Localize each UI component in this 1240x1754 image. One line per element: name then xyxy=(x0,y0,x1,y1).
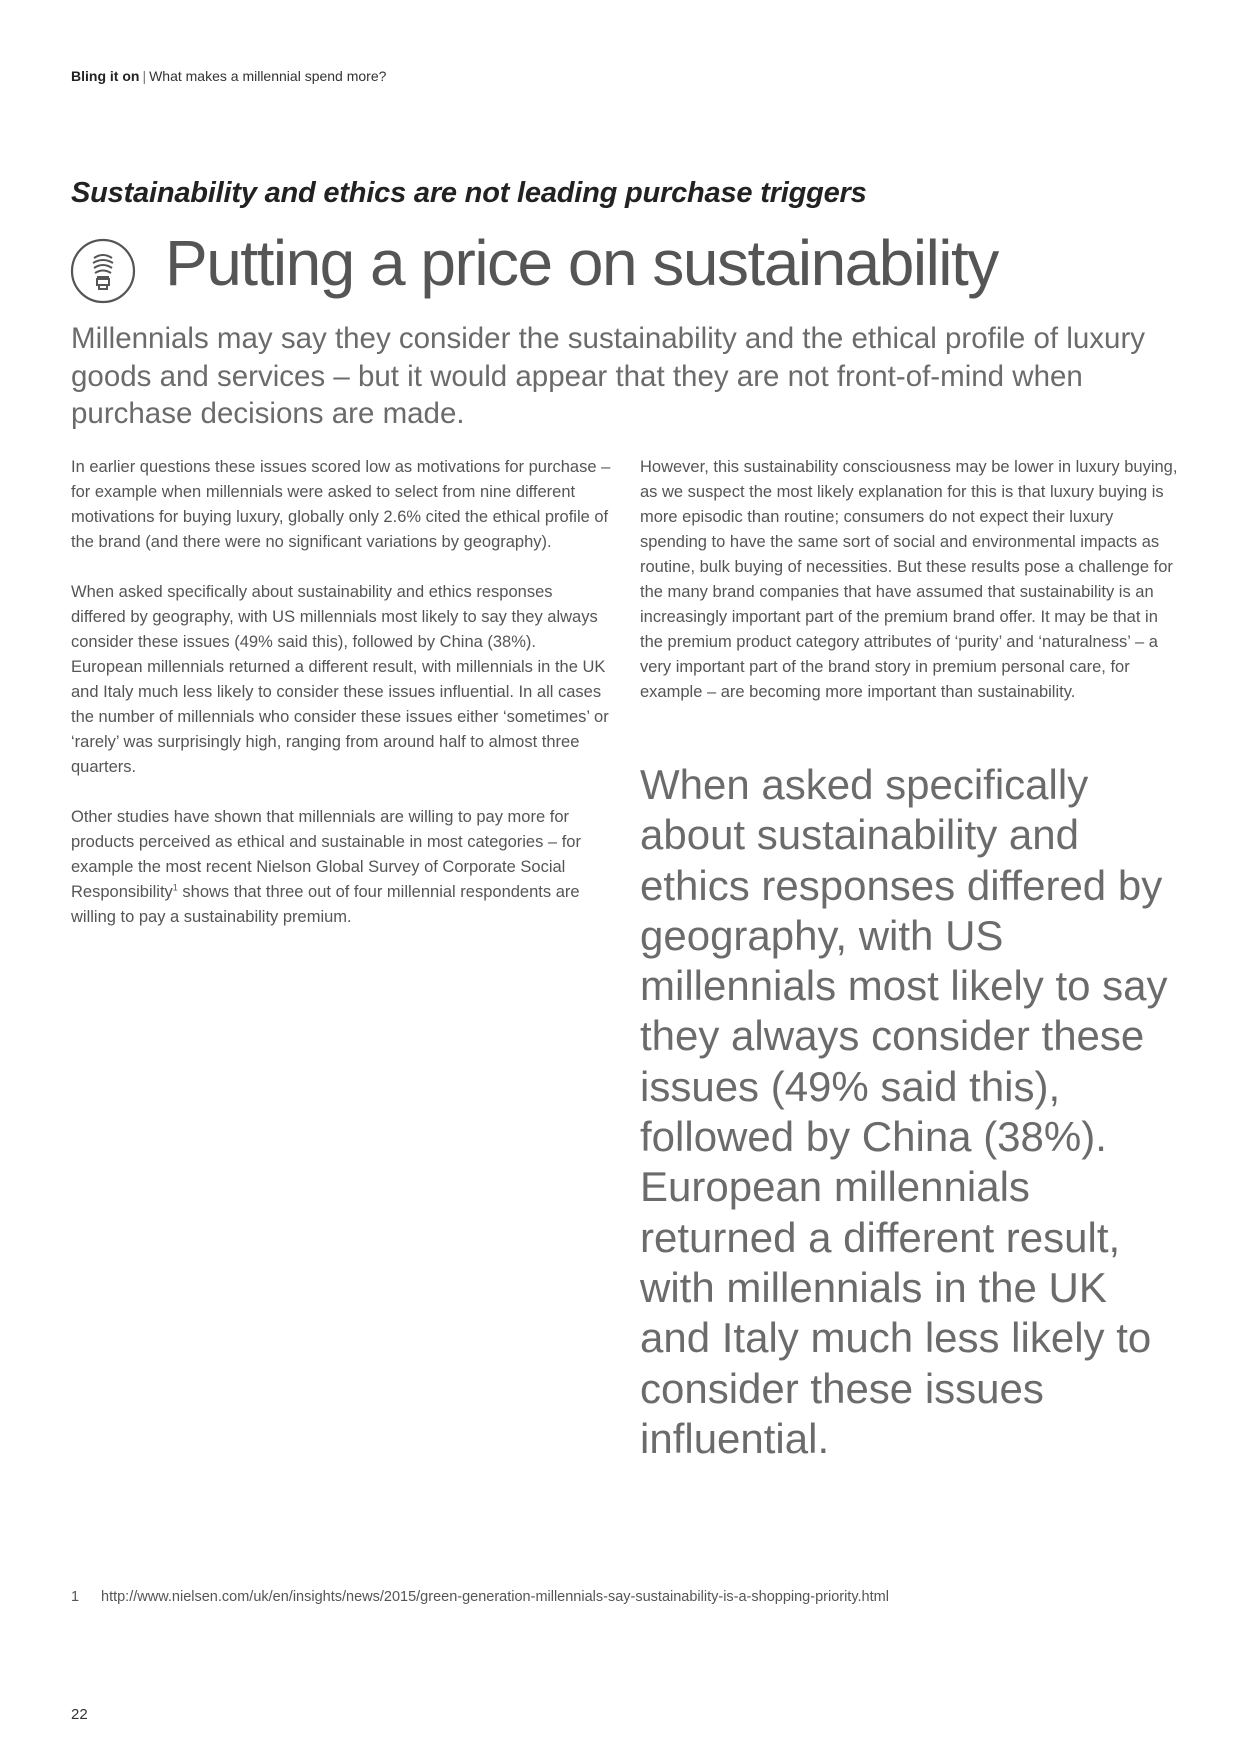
footnote-number: 1 xyxy=(71,1589,80,1605)
lightbulb-icon xyxy=(70,238,136,304)
pull-quote: When asked specifically about sustainability and ethics responses differed by geography, with US millennials most likely to say they always consider these issues (49% said this), followed by China (38%). European millennials returned a different result, with millennials in the UK and Italy much less likely to consider these issues influential. xyxy=(640,761,1168,1462)
footnote-reference: 1 xyxy=(172,882,178,893)
header-separator: | xyxy=(142,68,147,84)
running-header xyxy=(71,68,386,84)
left-column xyxy=(71,455,611,955)
publication-name: Bling it on xyxy=(71,68,140,84)
body-paragraph xyxy=(71,805,611,930)
body-paragraph: When asked specifically about sustainability and ethics responses differed by geography, with US millennials most likely to say they always consider these issues (49% said this), followed by China (38%). European millennials returned a different result, with millennials in the UK and Italy much less likely to consider these issues influential. In all cases the number of millennials who consider these issues either ‘sometimes’ or ‘rarely’ was surprisingly high, ranging from around half to almost three quarters. xyxy=(71,583,609,776)
section-kicker: Sustainability and ethics are not leading purchase triggers xyxy=(71,177,867,209)
body-paragraph: In earlier questions these issues scored low as motivations for purchase – for example when millennials were asked to select from nine different motivations for buying luxury, globally only 2.6% cited the ethical profile of the brand (and there were no significant variations by geography). xyxy=(71,458,611,551)
standfirst: Millennials may say they consider the sustainability and the ethical profile of luxury goods and services – but it would appear that they are not front-of-mind when purchase decisions are made. xyxy=(71,322,1146,430)
body-paragraph: However, this sustainability consciousness may be lower in luxury buying, as we suspect the most likely explanation for this is that luxury buying is more episodic than routine; consumers do not expect their luxury spending to have the same sort of social and environmental impacts as routine, bulk buying of necessities. But these results pose a challenge for the many brand companies that have assumed that sustainability is an increasingly important part of the premium brand offer. It may be that in the premium product category attributes of ‘purity’ and ‘naturalness’ – a very important part of the brand story in premium personal care, for example – are becoming more important than sustainability. xyxy=(640,458,1178,701)
page-number: 22 xyxy=(71,1706,88,1723)
footnote xyxy=(71,1589,889,1605)
right-column xyxy=(640,455,1180,730)
page-title: Putting a price on sustainability xyxy=(165,227,998,299)
footnote-url: http://www.nielsen.com/uk/en/insights/news/2015/green-generation-millennials-say-sustainability-is-a-shopping-priority.html xyxy=(101,1589,889,1605)
publication-subtitle: What makes a millennial spend more? xyxy=(149,68,387,84)
body-text: Other studies have shown that millennials are willing to pay more for products perceived as ethical and sustainable in most categories – for example the most recent Nielson Global Survey of Corporate Social Responsibility xyxy=(71,808,581,901)
body-text: shows that three out of four millennial respondents are willing to pay a sustainability premium. xyxy=(71,883,580,926)
